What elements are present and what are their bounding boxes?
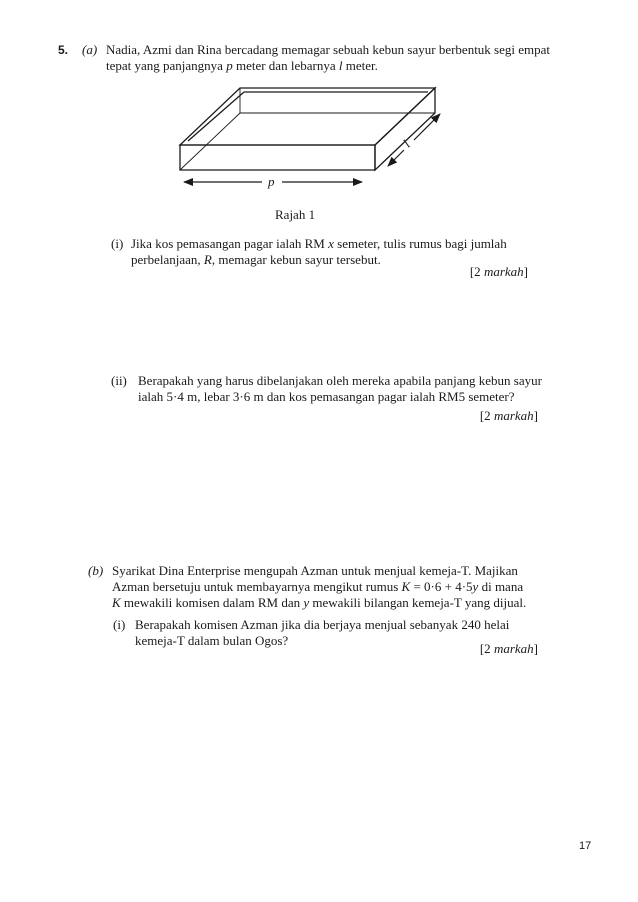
part-b-i-marks [480, 641, 538, 657]
part-b-line1: Syarikat Dina Enterprise mengupah Azman untuk menjual kemeja-T. Majikan [112, 563, 518, 578]
marks-word: markah [493, 408, 534, 423]
marks-word: markah [483, 264, 524, 279]
marks-text: ] [533, 641, 538, 656]
part-a-ii-marks [480, 408, 538, 424]
figure-rajah-1 [0, 0, 638, 230]
figure-label-l: l [399, 137, 414, 151]
part-a-i-line2 [131, 252, 381, 268]
var-r: R [203, 252, 212, 267]
marks-text: ] [533, 408, 538, 423]
part-a-i-line1 [131, 236, 507, 252]
part-b-label: (b) [88, 563, 104, 578]
text: perbelanjaan, [131, 252, 204, 267]
text: mewakili bilangan kemeja-T yang dijual. [309, 595, 527, 610]
marks-text: [2 [469, 264, 484, 279]
part-b-line3 [112, 595, 526, 611]
var-y: y [472, 579, 479, 594]
figure-label-p: p [268, 174, 275, 189]
marks-text: [2 [479, 641, 494, 656]
question-number: 5. [58, 43, 69, 57]
stem-text: meter dan lebarnya [232, 58, 339, 73]
marks-word: markah [493, 641, 534, 656]
part-b-i-line2: kemeja-T dalam bulan Ogos? [135, 633, 289, 648]
text: Jika kos pemasangan pagar ialah RM [131, 236, 329, 251]
l-arrow-up [414, 114, 440, 140]
text: semeter, tulis rumus bagi jumlah [333, 236, 507, 251]
var-l: l [338, 58, 343, 73]
var-x: x [328, 236, 334, 251]
marks-text: [2 [479, 408, 494, 423]
figure-caption: Rajah 1 [275, 207, 316, 222]
part-b-i-label: (i) [113, 617, 126, 632]
text: Azman bersetuju untuk membayarnya mengikut rumus [112, 579, 402, 594]
stem-text: tepat yang panjangnya [106, 58, 227, 73]
part-a-stem-line1: Nadia, Azmi dan Rina bercadang memagar sebuah kebun sayur berbentuk segi empat [106, 42, 551, 57]
part-a-label: (a) [82, 42, 98, 57]
part-a-ii-line2: ialah 5·4 m, lebar 3·6 m dan kos pemasangan pagar ialah RM5 semeter? [138, 389, 515, 404]
part-a-ii-label: (ii) [111, 373, 127, 388]
l-arrow-down [388, 150, 404, 166]
var-y: y [303, 595, 310, 610]
var-p: p [226, 58, 233, 73]
text: mewakili komisen dalam RM dan [120, 595, 304, 610]
part-a-ii-line1: Berapakah yang harus dibelanjakan oleh mereka apabila panjang kebun sayur [138, 373, 542, 388]
text: , memagar kebun sayur tersebut. [211, 252, 381, 267]
part-a-i-label: (i) [111, 236, 124, 251]
stem-text: meter. [342, 58, 378, 73]
marks-text: ] [523, 264, 528, 279]
part-b-i-line1: Berapakah komisen Azman jika dia berjaya menjual sebanyak 240 helai [135, 617, 510, 632]
text: = 0·6 + 4·5 [410, 579, 473, 594]
var-k: K [401, 579, 411, 594]
part-b-line2 [112, 579, 523, 595]
page-number: 17 [579, 840, 592, 852]
part-a-i-marks [470, 264, 528, 280]
text: di mana [478, 579, 524, 594]
var-k: K [112, 595, 121, 610]
